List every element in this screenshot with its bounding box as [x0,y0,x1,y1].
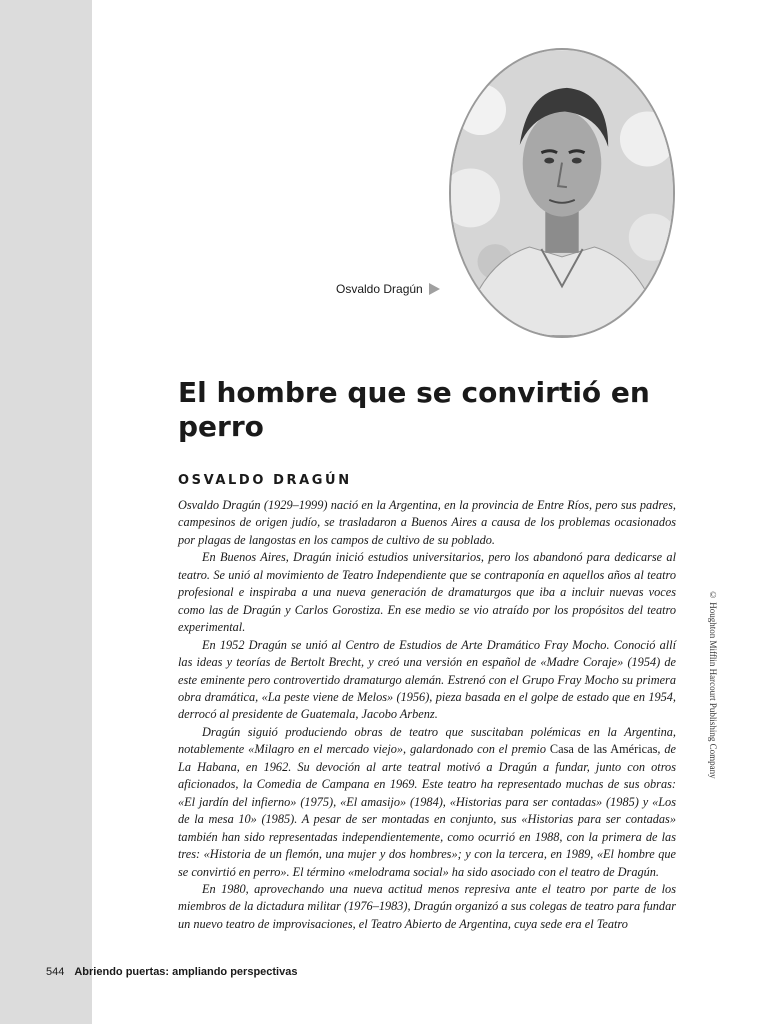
book-title: Abriendo puertas: ampliando perspectivas [74,966,298,978]
biography-paragraph: En Buenos Aires, Dragún inició estudios universitarios, pero los abandonó para dedicarse al teatro. Se unió al movimiento de Teatro Independiente que se contraponía en aquellos años al teatro profesional e inspiraba a una nueva generación de dramaturgos que iba a incluir nuevas voces como las de Dragún y Carlos Gorostiza. En ese medio se vio atraído por los propósitos del teatro experimental. [178,550,676,635]
author-portrait [449,48,675,338]
biography-paragraph: En 1980, aprovechando una nueva actitud menos represiva ante el teatro por parte de los miembros de la dictadura militar (1976–1983), Dragún organizó a sus colegas de teatro para fundar un nuevo teatro de improvisaciones, el Teatro Abierto de Argentina, cuya sede era el Teatro [178,881,676,931]
biography-text-run: , de La Habana, en 1962. Su devoción al arte teatral motivó a Dragún a fundar, junto con otros aficionados, la Comedia de Campana en 1969. Este teatro ha representado muchas de sus obras: «El jardín del infierno» (1975), «El amasijo» (1984), «Historias para ser contadas» (1985) y «Los de la mesa 10» (1985). A pesar de ser montadas en conjunto, sus «Historias para ser contadas» también han sido representadas independientemente, como ocurrió en 1988, con la primera de las tres: «Historia de un flemón, una mujer y dos hombres»; y con la tercera, en 1989, «El hombre que se convirtió en perro». El término «melodrama social» ha sido asociado con el teatro de Dragún. [178,742,676,879]
page-footer [46,966,297,978]
portrait-caption-text: Osvaldo Dragún [336,282,423,296]
portrait-caption [336,282,440,296]
biography-paragraph [178,724,676,881]
biography-text [178,497,676,933]
page-margin-strip [0,0,92,1024]
copyright-notice: © Houghton Mifflin Harcourt Publishing Company [708,590,718,779]
author-heading: OSVALDO DRAGÚN [178,473,352,488]
caption-arrow-icon [429,283,440,295]
prize-name: Casa de las Américas [549,742,658,757]
biography-paragraph: En 1952 Dragún se unió al Centro de Estudios de Arte Dramático Fray Mocho. Conoció allí las ideas y teorías de Bertolt Brecht, y creó una versión en español de «Madre Coraje» (1954) de este eminente pero controvertido dramaturgo alemán. Estrenó con el Grupo Fray Mocho su primera obra dramática, «La peste viene de Melos» (1956), pieza basada en el golpe de estado que en 1954, derrocó al presidente de Guatemala, Jacobo Arbenz. [178,637,676,722]
page-number: 544 [46,966,65,978]
story-title: El hombre que se convirtió en perro [178,376,650,443]
biography-text-run: Dragún siguió produciendo obras de teatro que suscitaban polémicas en la Argentina, notablemente «Milagro en el mercado viejo», galardonado con el premio [178,724,676,757]
biography-paragraph: Osvaldo Dragún (1929–1999) nació en la Argentina, en la provincia de Entre Ríos, pero sus padres, campesinos de origen judío, se trasladaron a Buenos Aires a causa de los problemas ocasionados por plagas de langostas en los campos de cultivo de su poblado. [178,498,676,547]
